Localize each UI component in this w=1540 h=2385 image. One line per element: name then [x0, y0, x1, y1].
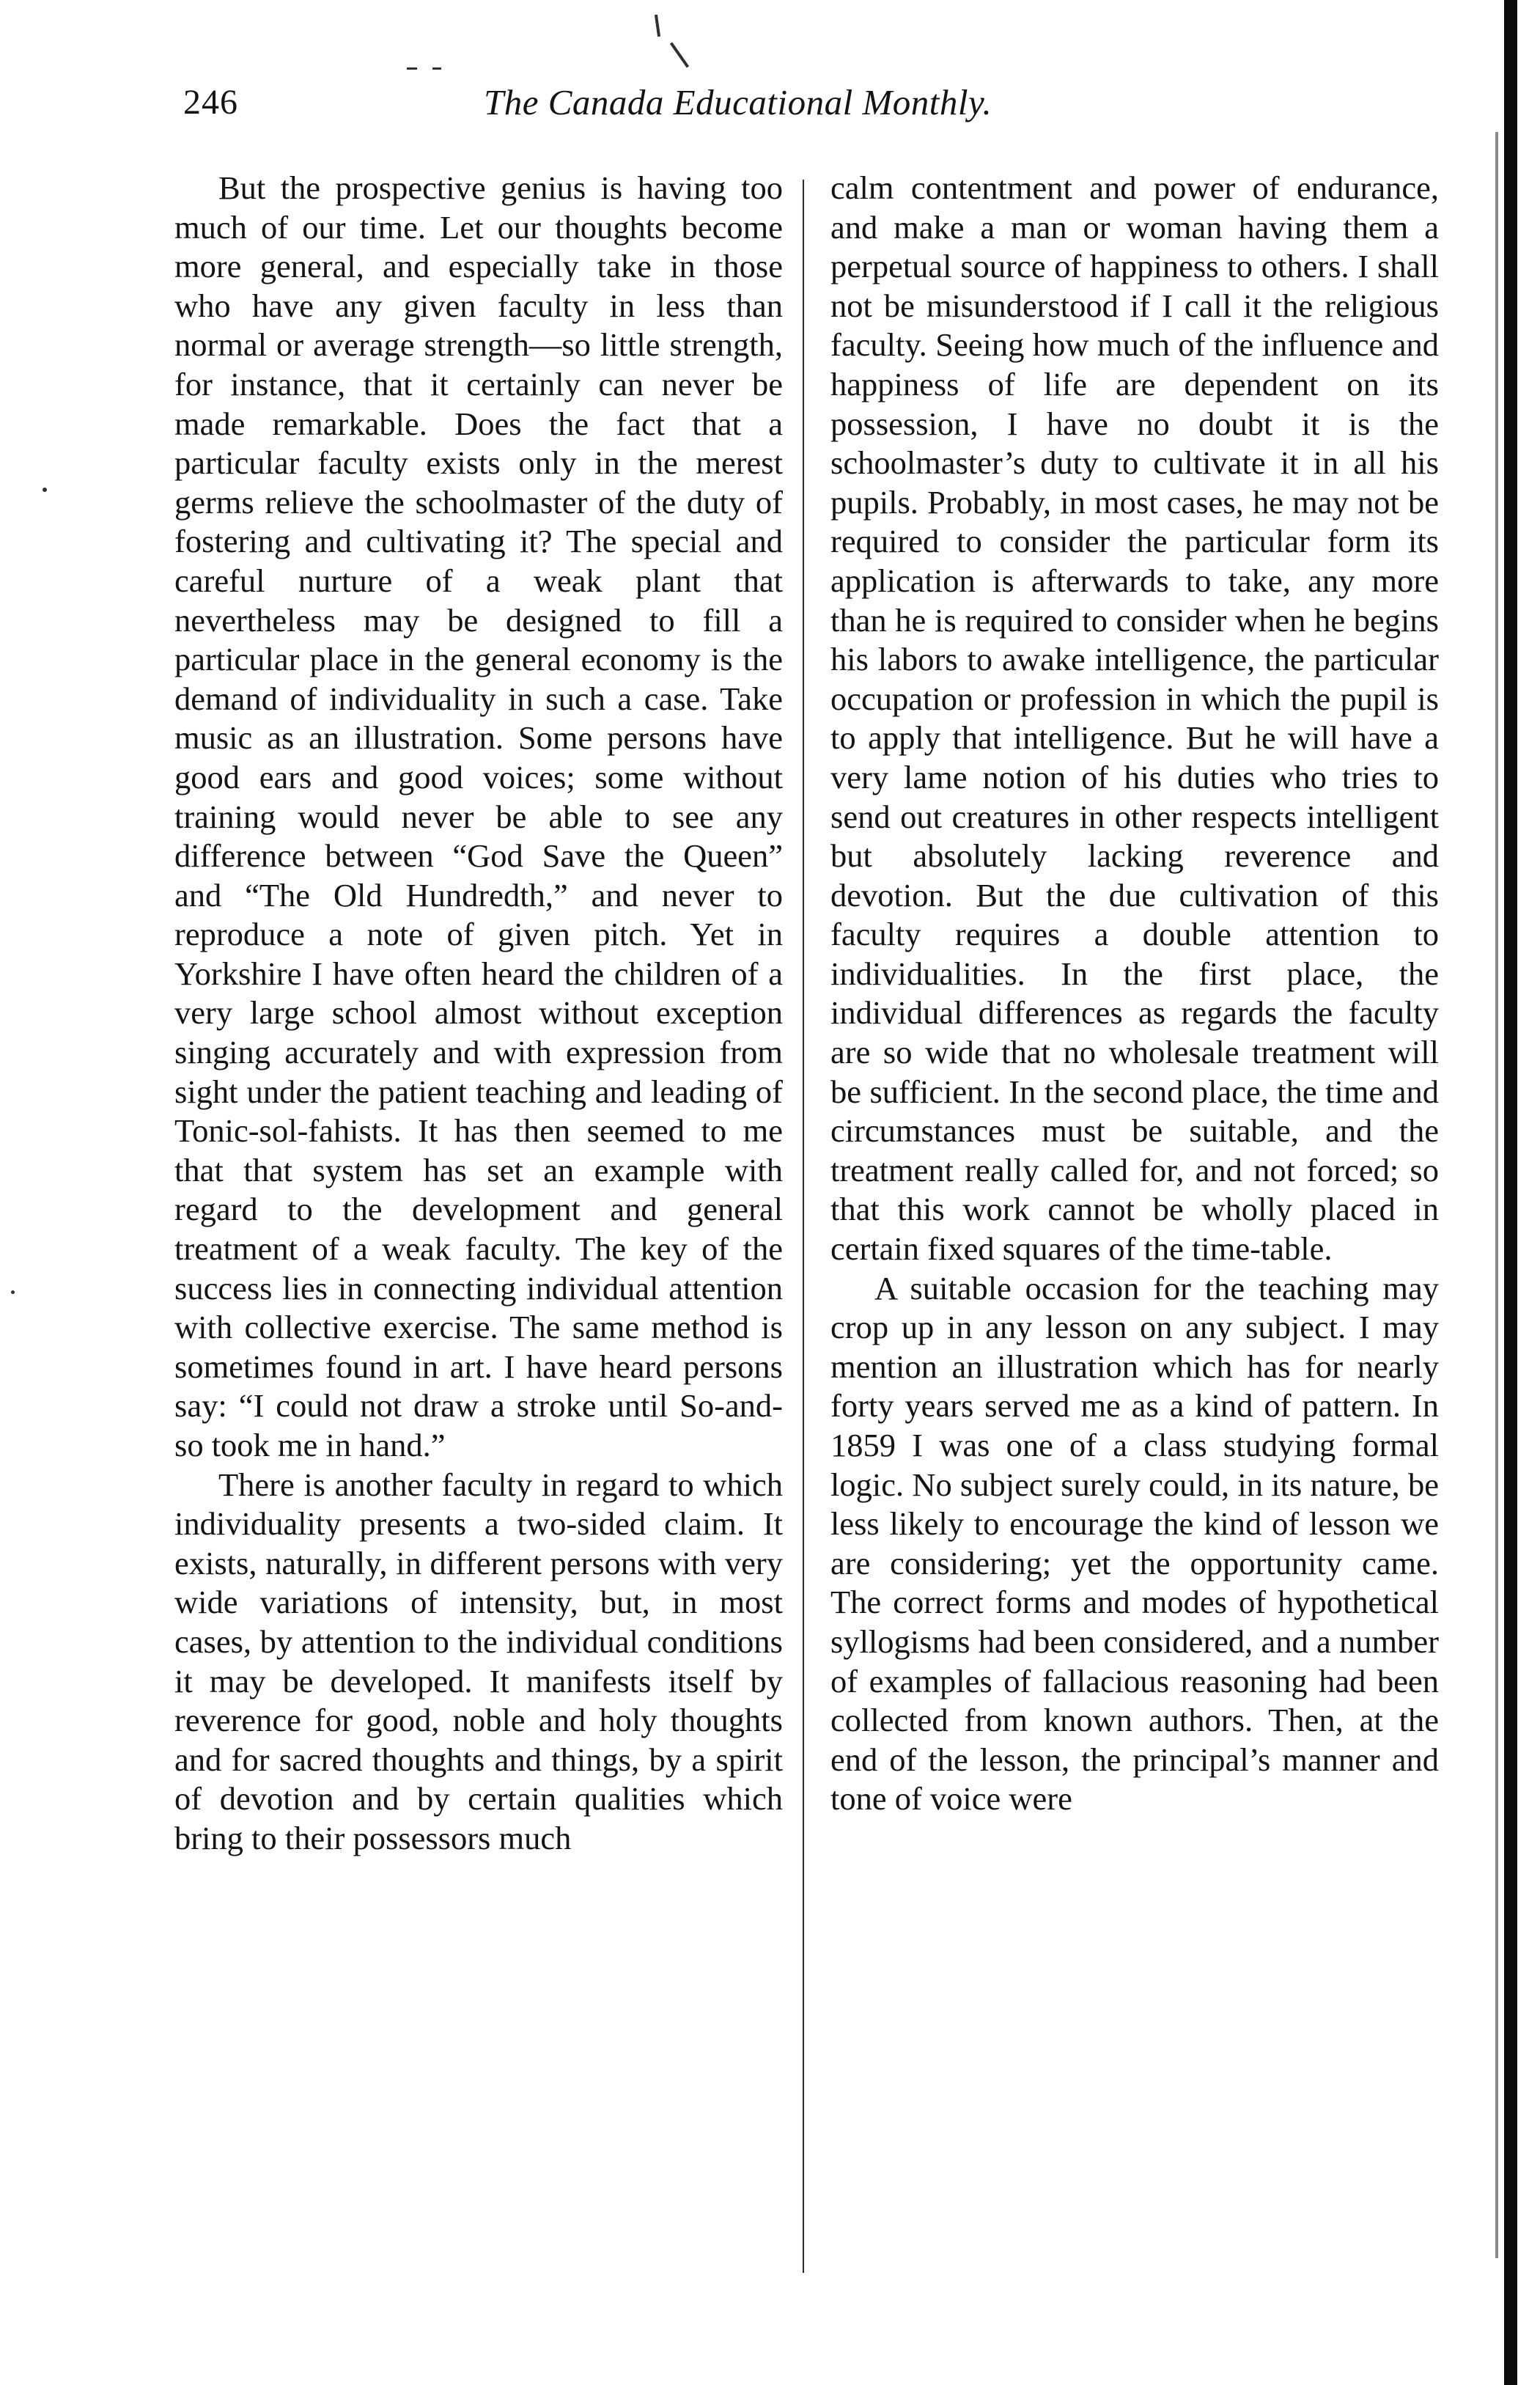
scan-speck — [407, 67, 417, 70]
scan-edge-bar — [1504, 0, 1517, 2385]
scan-speck — [655, 15, 660, 37]
paragraph: A suitable occasion for the teaching may crop up in any lesson on any subject. I may mention an illustration which has for nearly forty years served me as a kind of pattern. In 1859 I was one of a class studying formal logic. No subject surely could, in its nature, be less likely to encourage the kind of lesson we are considering; yet the opportunity came. The correct forms and modes of hypothetical syllogisms had been considered, and a number of examples of fallacious reasoning had been collected from known authors. Then, at the end of the lesson, the principal’s manner and tone of voice were — [830, 1269, 1439, 1818]
right-column — [830, 169, 1439, 1819]
paragraph: But the prospective genius is having too much of our time. Let our thoughts become more general, and especially take in those who have any given faculty in less than normal or average strength—so little strength, for instance, that it certainly can never be made remarkable. Does the fact that a particular faculty exists only in the merest germs relieve the schoolmaster of the duty of fostering and cultivating it? The special and careful nurture of a weak plant that nevertheless may be designed to fill a particular place in the general economy is the demand of individuality in such a case. Take music as an illustration. Some persons have good ears and good voices; some without training would never be able to see any difference between “God Save the Queen” and “The Old Hundredth,” and never to reproduce a note of given pitch. Yet in Yorkshire I have often heard the children of a very large school almost without exception singing accurately and with expression from sight under the patient teaching and leading of Tonic-sol-fahists. It has then seemed to me that that system has set an example with regard to the development and general treatment of a weak faculty. The key of the success lies in connecting individual attention with collective exercise. The same method is sometimes found in art. I have heard persons say: “I could not draw a stroke until So-and-so took me in hand.” — [174, 169, 783, 1463]
running-title: The Canada Educational Monthly. — [484, 82, 992, 122]
left-column — [174, 169, 783, 1859]
scan-speck — [11, 1290, 15, 1294]
page-number: 246 — [183, 83, 238, 122]
paragraph: calm contentment and power of endurance, and make a man or woman having them a perpetual source of happiness to others. I shall not be misunderstood if I call it the religious faculty. Seeing how much of the influence and happiness of life are dependent on its possession, I have no doubt it is the schoolmaster’s duty to cultivate it in all his pupils. Probably, in most cases, he may not be required to consider the particular form its application is afterwards to take, any more than he is required to consider when he begins his labors to awake intelligence, the particular occupation or profession in which the pupil is to apply that intelligence. But he will have a very lame notion of his duties who tries to send out creatures in other respects intelligent but absolutely lacking reverence and devotion. But the due cultivation of this faculty requires a double attention to individualities. In the first place, the individual differences as regards the faculty are so wide that no wholesale treatment will be sufficient. In the second place, the time and circumstances must be suitable, and the treatment really called for, and not forced; so that this work cannot be wholly placed in certain fixed squares of the time-table. — [830, 169, 1439, 1268]
column-divider — [803, 180, 804, 2273]
running-header — [183, 81, 1158, 139]
scan-speck — [43, 488, 47, 492]
scan-edge-shadow — [1495, 132, 1498, 2258]
scan-speck — [670, 42, 689, 67]
paragraph: There is another faculty in regard to which individuality presents a two-sided claim. It exists, naturally, in different persons with very wide variations of intensity, but, in most cases, by attention to the individual conditions it may be developed. It manifests itself by reverence for good, noble and holy thoughts and for sacred thoughts and things, by a spirit of devotion and by certain qualities which bring to their possessors much — [174, 1466, 783, 1856]
scan-speck — [432, 67, 441, 70]
